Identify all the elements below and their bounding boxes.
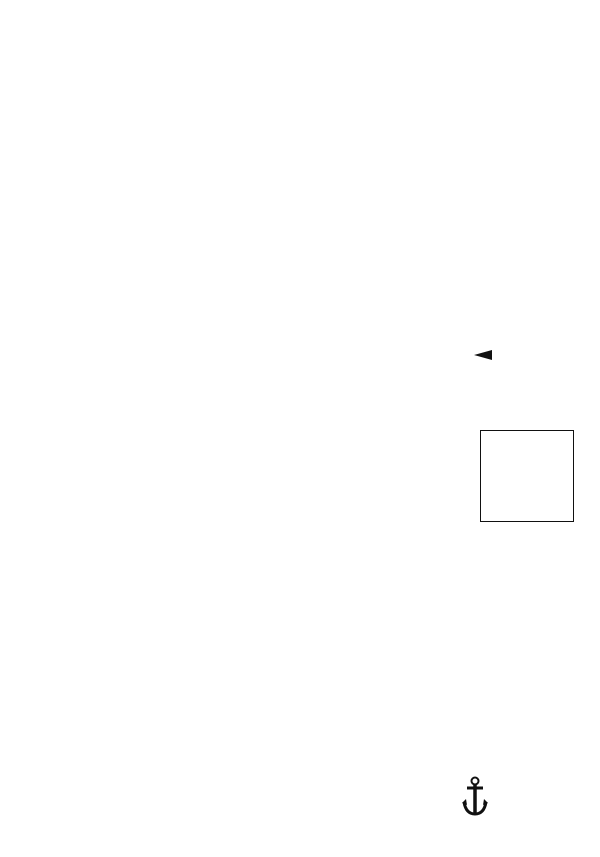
chart-section-top <box>12 46 464 398</box>
anchor-icon <box>462 776 488 818</box>
chart-section-bottom <box>12 432 464 700</box>
join-arrow-icon <box>474 350 492 360</box>
important-notice <box>480 430 574 522</box>
